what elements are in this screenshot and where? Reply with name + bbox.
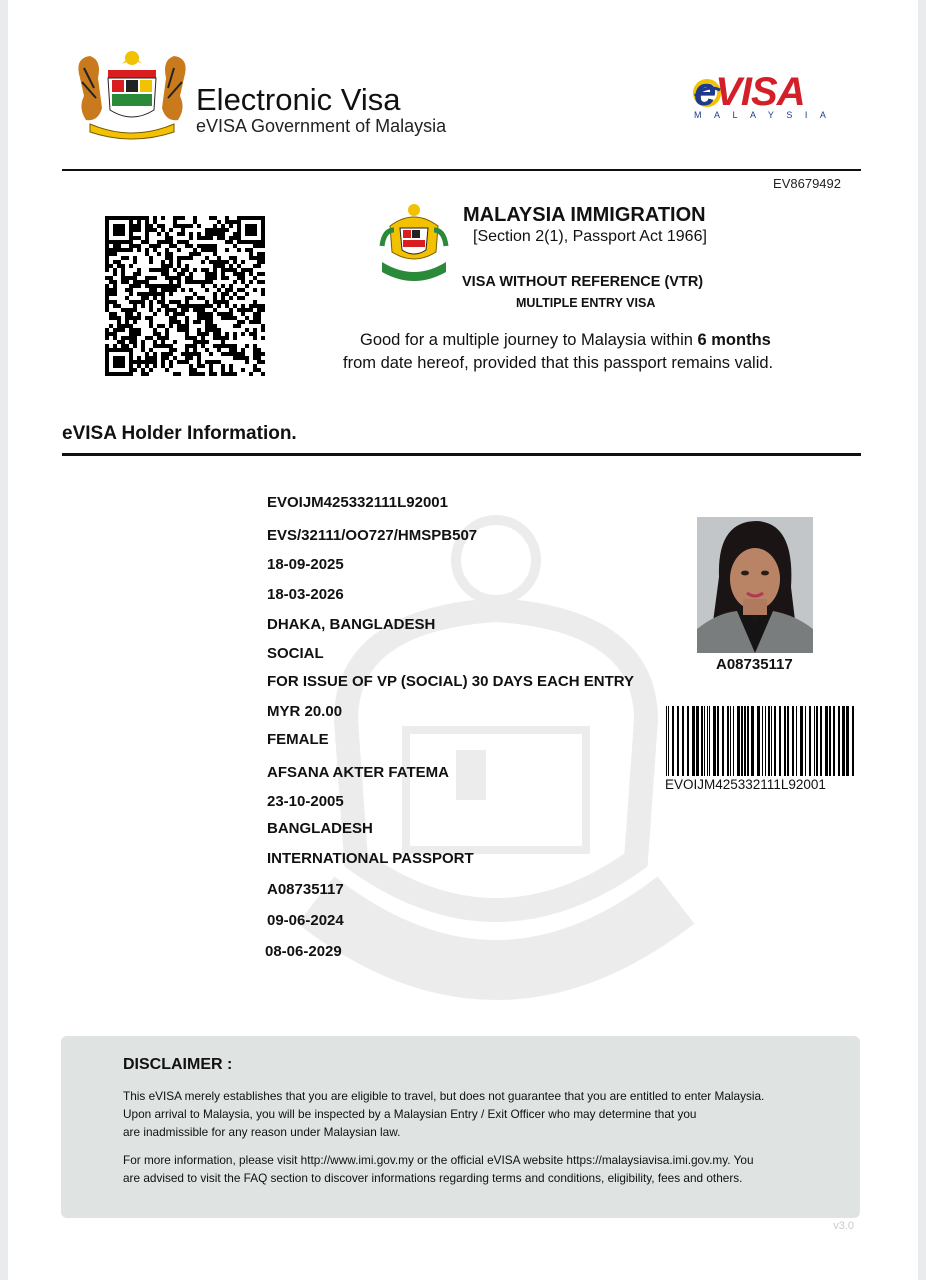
- immigration-title: MALAYSIA IMMIGRATION: [463, 204, 706, 226]
- validity-prefix: Good for a multiple journey to Malaysia within: [360, 331, 698, 349]
- validity-line-2: from date hereof, provided that this passport remains valid.: [343, 354, 774, 372]
- holder-info-heading: eVISA Holder Information.: [62, 423, 297, 444]
- field-travel-doc-expiry: [8, 943, 688, 963]
- disclaimer-heading: DISCLAIMER :: [123, 1056, 233, 1073]
- field-value: 18-09-2025: [267, 556, 344, 573]
- field-remarks: [8, 673, 688, 693]
- version-label: v3.0: [833, 1220, 854, 1232]
- field-gender: [8, 731, 688, 751]
- document-reference-number: EV8679492: [773, 176, 841, 191]
- holder-divider: [62, 453, 861, 456]
- field-value: MYR 20.00: [267, 703, 343, 720]
- field-visa-fee: [8, 703, 688, 723]
- field-full-name: [8, 759, 688, 779]
- field-value: 09-06-2024: [267, 912, 344, 929]
- holder-photo: [697, 517, 813, 653]
- entry-type: MULTIPLE ENTRY VISA: [516, 296, 656, 310]
- evisa-logo-word: [694, 70, 805, 115]
- field-date-of-birth: [8, 790, 688, 810]
- field-value: FOR ISSUE OF VP (SOCIAL) 30 DAYS EACH ENTRY: [267, 673, 635, 690]
- disclaimer-paragraph-1-line-2: Upon arrival to Malaysia, you will be inspected by a Malaysian Entry / Exit Officer who may determine that you: [123, 1107, 697, 1121]
- field-purpose: [8, 645, 688, 665]
- field-value: BANGLADESH: [267, 820, 373, 837]
- qr-code: [105, 216, 265, 376]
- field-value: 18-03-2026: [267, 586, 344, 603]
- field-travel-doc-no: [8, 881, 688, 901]
- field-nationality: [8, 820, 688, 840]
- evisa-logo-visa: VISA: [715, 70, 805, 114]
- field-expire-date: [8, 586, 688, 606]
- immigration-section: [Section 2(1), Passport Act 1966]: [473, 228, 707, 245]
- field-value: 23-10-2005: [267, 793, 344, 810]
- disclaimer-paragraph-1-line-3: are inadmissible for any reason under Malaysian law.: [123, 1125, 401, 1139]
- field-issue-date: [8, 556, 688, 576]
- field-value: AFSANA AKTER FATEMA: [267, 764, 449, 781]
- barcode: [666, 706, 854, 776]
- field-value: DHAKA, BANGLADESH: [267, 616, 436, 633]
- field-value: EVOIJM425332111L92001: [267, 494, 448, 511]
- disclaimer-box: [61, 1036, 860, 1218]
- header-divider: [62, 169, 861, 171]
- field-travel-document: [8, 850, 688, 870]
- document-subtitle: eVISA Government of Malaysia: [196, 116, 447, 136]
- evisa-malaysia-logo: [686, 70, 839, 126]
- immigration-badge-icon: [376, 200, 452, 284]
- disclaimer-paragraph-1-line-1: This eVISA merely establishes that you are eligible to travel, but does not guarantee that you are entitled to enter Malaysia.: [123, 1089, 765, 1103]
- document-title: Electronic Visa: [196, 82, 401, 117]
- evisa-document: [8, 0, 918, 1280]
- field-value: EVS/32111/OO727/HMSPB507: [267, 527, 478, 544]
- disclaimer-paragraph-2-line-2: are advised to visit the FAQ section to discover informations regarding terms and conditions, eligibility, fees and others.: [123, 1171, 743, 1185]
- validity-line-1: [360, 331, 771, 350]
- photo-passport-number: A08735117: [716, 656, 793, 673]
- malaysia-coat-of-arms-icon: [72, 48, 192, 140]
- field-value: A08735117: [267, 881, 344, 898]
- field-ref-number: [8, 527, 688, 547]
- field-value: INTERNATIONAL PASSPORT: [267, 850, 474, 867]
- field-value: 08-06-2029: [265, 943, 342, 960]
- validity-duration: 6 months: [697, 331, 771, 349]
- field-evisa-number: [8, 494, 688, 514]
- field-value: SOCIAL: [267, 645, 324, 662]
- visa-type: VISA WITHOUT REFERENCE (VTR): [462, 274, 704, 290]
- field-travel-doc-issue: [8, 912, 688, 932]
- barcode-text: EVOIJM425332111L92001: [665, 777, 826, 792]
- evisa-logo-country: MALAYSIA: [694, 110, 839, 120]
- field-place-of-issue: [8, 616, 688, 636]
- evisa-logo-e: e: [694, 70, 716, 114]
- field-value: FEMALE: [267, 731, 329, 748]
- disclaimer-paragraph-2-line-1: For more information, please visit http://www.imi.gov.my or the official eVISA website https://malaysiavisa.imi.gov.my. You: [123, 1153, 754, 1167]
